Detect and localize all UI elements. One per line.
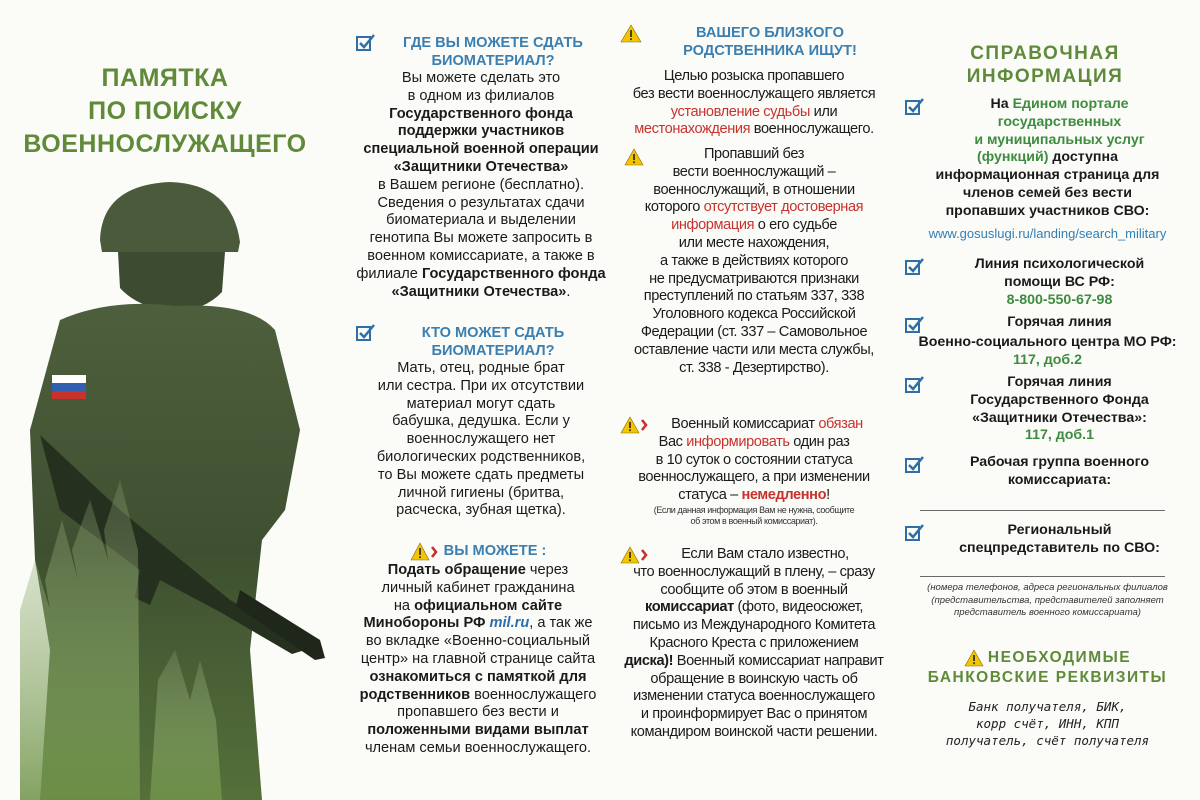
highlight-text: местонахождения [634, 121, 751, 138]
highlight-text: установление судьбы [670, 103, 810, 120]
text-line: во вкладке «Военно-социальный [365, 633, 591, 650]
text-part: один раз [789, 433, 850, 450]
text-line: Красного Креста с приложением [649, 634, 859, 651]
note-line: (номера телефонов, адреса региональных филиалов [927, 582, 1168, 593]
psych-help-line [905, 256, 1190, 309]
text-line: Банк получателя, БИК, [968, 699, 1127, 714]
text-line: сообщите об этом в военный [660, 581, 848, 598]
note-line: (представительства, представителей заполняет [931, 594, 1164, 606]
text-line: Пропавший без [703, 146, 805, 162]
text-line [618, 217, 890, 235]
text-line: биологических родственников, [376, 448, 586, 465]
text-line [618, 121, 890, 139]
highlight-text: немедленно [741, 487, 827, 504]
search-goal-paragraph [618, 68, 890, 139]
text-line: и муниципальных услуг [974, 131, 1145, 148]
text-line: членам семьи военнослужащего. [364, 739, 592, 756]
text-line: или месте нахождения, [678, 234, 830, 251]
text-line [929, 96, 1190, 114]
checkbox-icon [905, 456, 925, 474]
text-line: военнослужащий, в отношении [653, 181, 855, 198]
highlight-text: Едином портале [1012, 96, 1129, 112]
text-line: оставление части или места службы, [634, 341, 874, 358]
banking-details [905, 698, 1190, 749]
header-line: РОДСТВЕННИКА ИЩУТ! [683, 43, 857, 59]
text-line: ст. 338 - Дезертирство). [679, 359, 829, 376]
mil-ru-link[interactable]: mil.ru [489, 615, 530, 632]
text-line: спецпредставитель по СВО: [959, 539, 1160, 556]
text-part: Минобороны РФ [363, 615, 490, 632]
section-header [380, 34, 606, 70]
text-line: Военно-социального центра МО РФ: [918, 334, 1177, 350]
text-part: родственников [359, 686, 471, 703]
text-line: преступлений по статьям 337, 338 [643, 288, 865, 305]
text-line [618, 487, 890, 505]
text-line: генотипа Вы можете запросить в [369, 230, 593, 247]
text-line: Вы можете сделать это [401, 70, 561, 86]
text-line: поддержки участников [397, 123, 565, 140]
header-line: ГДЕ ВЫ МОЖЕТЕ СДАТЬ [403, 35, 583, 51]
section-body [346, 562, 610, 758]
text-line: материал могут сдать [406, 395, 556, 412]
checkbox-icon [905, 316, 925, 334]
section-body [356, 70, 606, 301]
text-line: личный кабинет гражданина [381, 579, 575, 596]
text-line: центр» на главной странице сайта [360, 650, 596, 667]
warning-icon [620, 24, 646, 44]
checkbox-icon [356, 34, 376, 52]
highlight-text: информация [671, 217, 755, 234]
checkbox-icon [905, 524, 925, 542]
text-line: личной гигиены (бритва, [397, 484, 565, 501]
text-line [346, 562, 610, 580]
text-line [618, 599, 890, 617]
text-line [618, 653, 890, 671]
highlight-text: (функций) [977, 149, 1049, 166]
text-part: Военный комиссариат направит [673, 652, 884, 669]
text-line: пропавших участников СВО: [945, 202, 1150, 219]
text-line: Линия психологической [974, 256, 1145, 272]
text-line: без вести военнослужащего является [632, 85, 876, 102]
text-line: Уголовного кодекса Российской [652, 306, 856, 323]
text-part: через [525, 562, 569, 578]
section-header [380, 324, 606, 360]
title-line: БАНКОВСКИЕ РЕКВИЗИТЫ [927, 669, 1168, 686]
text-line: обращение в воинскую часть об [650, 670, 858, 687]
section-header [650, 24, 890, 60]
text-part: На [990, 96, 1013, 112]
text-line: Горячая линия [1007, 374, 1112, 390]
header-line: БИОМАТЕРИАЛ? [431, 53, 555, 69]
defenders-fund-line [905, 374, 1190, 445]
missing-definition-paragraph [618, 146, 890, 377]
text-part: военнослужащего. [750, 121, 874, 138]
header-line: БИОМАТЕРИАЛ? [431, 343, 555, 359]
section-you-can [346, 542, 610, 758]
header-line: КТО МОЖЕТ СДАТЬ [421, 325, 565, 341]
text-part: Государственного фонда [421, 265, 606, 282]
section-header: ВЫ МОЖЕТЕ : [443, 543, 547, 559]
text-line: а также в действиях которого [660, 252, 848, 269]
text-part: Вас [658, 433, 687, 450]
text-line: в одном из филиалов [407, 87, 555, 104]
reference-title [910, 42, 1180, 88]
text-line: письмо из Международного Комитета [632, 617, 876, 634]
text-line: положенными видами выплат [367, 722, 589, 739]
text-line: Сведения о результатах сдачи [377, 194, 585, 211]
section-body [356, 360, 606, 520]
title-line: ПАМЯТКА [101, 64, 229, 92]
fill-in-line[interactable] [920, 576, 1165, 577]
text-part: или [809, 103, 838, 120]
brochure-title [0, 62, 330, 161]
text-part: которого [644, 199, 704, 216]
text-part: Подать обращение [387, 562, 526, 578]
text-line: Федерации (ст. 337 – Самовольное [640, 323, 868, 340]
text-line: расческа, зубная щетка). [396, 502, 566, 519]
checkbox-icon [905, 376, 925, 394]
gosuslugi-info [905, 96, 1190, 242]
text-line: членов семей без вести [963, 184, 1132, 201]
warning-icon [620, 416, 650, 434]
section-who-can-submit [356, 324, 606, 520]
text-line: Мать, отец, родные брат [397, 360, 565, 376]
text-line: пропавшего без вести и [397, 704, 559, 721]
text-part: диска)! [624, 652, 674, 669]
title-line: ВОЕННОСЛУЖАЩЕГО [23, 130, 307, 158]
text-line: то Вы можете сдать предметы [377, 466, 585, 483]
text-line [618, 434, 890, 452]
text-line [346, 687, 610, 705]
gosuslugi-link[interactable]: www.gosuslugi.ru/landing/search_military [928, 225, 1167, 241]
text-part: Военный комиссариат [671, 416, 819, 432]
cover-column [0, 0, 340, 800]
text-line [618, 104, 890, 122]
title-line: ИНФОРМАЦИЯ [966, 66, 1124, 87]
text-line: Горячая линия [1007, 314, 1112, 330]
checkbox-icon [905, 258, 925, 276]
text-line: Региональный [1007, 522, 1112, 538]
text-line: не предусматриваются признаки [649, 270, 859, 287]
text-line: военнослужащего, а при изменении [638, 469, 870, 486]
text-line: вести военнослужащий – [672, 163, 836, 180]
text-line: «Защитники Отечества» [393, 158, 569, 175]
text-line [346, 598, 610, 616]
highlight-text: обязан [818, 416, 863, 432]
text-line [618, 199, 890, 217]
military-social-center-line [905, 314, 1190, 370]
text-part: официальном сайте [414, 597, 563, 614]
text-line: бабушка, дедушка. Если у [392, 413, 570, 430]
text-line: и проинформирует Вас о принятом [640, 706, 868, 723]
warning-icon [964, 649, 984, 667]
footnote-line: (Если данная информация Вам не нужна, сообщите [653, 504, 855, 515]
text-line [346, 615, 610, 633]
text-line: что военнослужащий в плену, – сразу [633, 563, 875, 580]
text-part: комиссариат [645, 599, 734, 616]
text-line: «Защитники Отечества»: [972, 409, 1147, 426]
highlight-text: информировать [686, 433, 790, 450]
text-part: о его судьбе [754, 217, 837, 234]
text-line: комиссариата: [1007, 471, 1112, 488]
text-line [618, 416, 890, 434]
text-line: изменении статуса военнослужащего [633, 688, 875, 705]
title-line: НЕОБХОДИМЫЕ [987, 649, 1132, 666]
checkbox-icon [356, 324, 376, 342]
text-part: . [566, 283, 571, 300]
text-line: Государственного фонда [389, 105, 573, 122]
text-part: на [393, 597, 415, 614]
text-part: ! [826, 487, 830, 504]
fill-in-line[interactable] [920, 510, 1165, 511]
phone-number[interactable]: 117, доб.2 [1012, 351, 1083, 368]
text-line: биоматериала и выделении [386, 212, 576, 229]
section-where-to-submit [356, 34, 606, 301]
text-line [356, 266, 606, 284]
text-part: военнослужащего [470, 686, 597, 703]
regional-representative [905, 522, 1190, 558]
text-part: статуса – [678, 487, 742, 504]
text-line [905, 149, 1190, 167]
section-relative-search [620, 24, 890, 60]
text-line [356, 284, 606, 302]
text-line: Целью розыска пропавшего [663, 68, 845, 84]
text-line: Если Вам стало известно, [681, 546, 849, 562]
captivity-report-paragraph [618, 546, 890, 742]
text-line: помощи ВС РФ: [1004, 273, 1115, 290]
commissariat-obligation-paragraph [618, 416, 890, 527]
text-line: военном комиссариате, а также в [367, 247, 595, 264]
text-line: корр счёт, ИНН, КПП [976, 716, 1119, 731]
warning-icon [410, 542, 440, 562]
text-line: в 10 суток о состоянии статуса [655, 451, 853, 468]
text-part: , а так же [529, 615, 593, 632]
text-line: или сестра. При их отсутствии [377, 377, 585, 394]
checkbox-icon [905, 98, 925, 116]
text-part: доступна [1048, 149, 1118, 166]
fill-in-note [905, 582, 1190, 620]
text-line: государственных [997, 113, 1122, 130]
text-line: Рабочая группа военного [969, 454, 1150, 470]
banking-title [905, 648, 1190, 688]
text-line: Государственного Фонда [970, 391, 1149, 408]
soldier-silhouette-image [0, 180, 340, 800]
text-line: специальной военной операции [363, 141, 599, 158]
text-line: в Вашем регионе (бесплатно). [377, 176, 585, 193]
header-line: ВАШЕГО БЛИЗКОГО [696, 25, 844, 41]
text-line: командиром воинской части решении. [630, 723, 878, 740]
commissariat-working-group [905, 454, 1190, 490]
text-part: филиале [356, 265, 422, 282]
footnote-line: об этом в военный комиссариат). [690, 515, 818, 526]
title-line: ПО ПОИСКУ [88, 97, 242, 125]
text-line: ознакомиться с памяткой для [369, 668, 587, 685]
title-line: СПРАВОЧНАЯ [970, 43, 1120, 64]
text-line: получатель, счёт получателя [945, 733, 1150, 748]
text-part: «Защитники Отечества» [391, 283, 567, 300]
text-line: военнослужащего нет [406, 431, 556, 448]
phone-number[interactable]: 117, доб.1 [1024, 427, 1095, 444]
text-part: (фото, видеосюжет, [733, 599, 863, 616]
warning-icon [620, 546, 650, 564]
highlight-text: отсутствует достоверная [703, 199, 864, 216]
warning-icon [624, 148, 646, 166]
note-line: представитель военного комиссариата) [954, 607, 1141, 618]
phone-number[interactable]: 8-800-550-67-98 [1006, 291, 1113, 308]
text-line: информационная страница для [935, 167, 1160, 184]
